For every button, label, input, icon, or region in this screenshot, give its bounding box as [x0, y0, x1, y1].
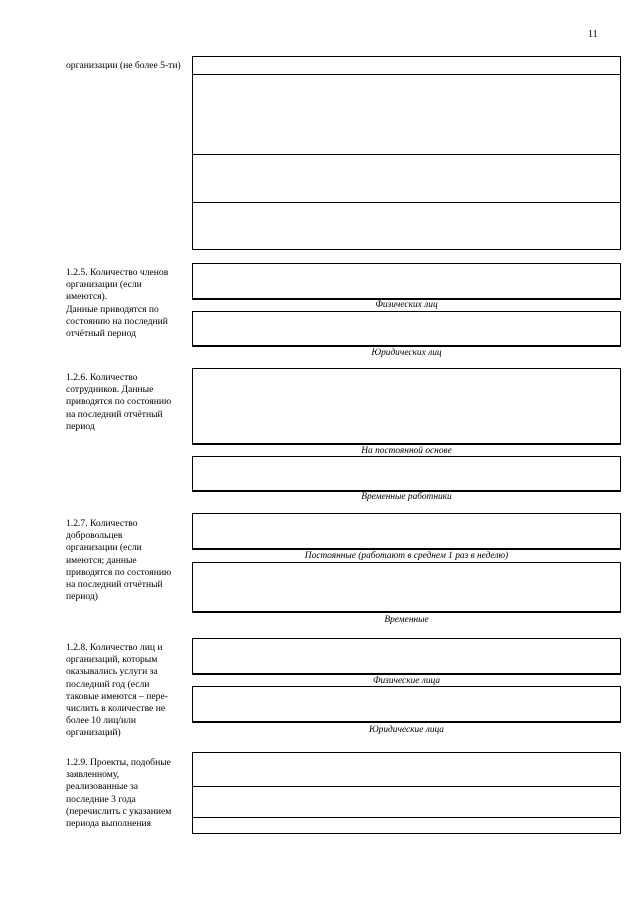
founders-row-divider: [193, 154, 620, 155]
label-line: период): [66, 591, 98, 603]
label-line: добровольцев: [66, 530, 123, 542]
founders-table: [192, 56, 621, 250]
members-label: [66, 267, 192, 340]
employees-permanent-field[interactable]: [192, 368, 621, 444]
founders-label: организации (не более 5-ти): [66, 60, 181, 71]
label-line: период: [66, 420, 95, 432]
label-line: оказывались услуги за: [66, 666, 158, 678]
label-line: числить в количестве не: [66, 703, 166, 715]
caption-rule: [192, 346, 621, 347]
caption-rule: [192, 612, 621, 613]
label-line: организаций, которым: [66, 654, 158, 666]
members-individuals-caption: Физических лиц: [375, 300, 438, 310]
label-line: приводятся по состоянию: [66, 566, 172, 578]
label-line: последний год (если: [66, 678, 150, 690]
beneficiaries-individuals-field[interactable]: [192, 638, 621, 674]
label-line: приводятся по состоянию: [66, 396, 172, 408]
label-line: таковые имеются – пере-: [66, 690, 168, 702]
label-line: более 10 лиц/или: [66, 715, 137, 727]
label-line: организации (если: [66, 542, 142, 554]
projects-row-divider: [193, 817, 620, 818]
label-line: на последний отчётный: [66, 408, 163, 420]
label-line: имеются; данные: [66, 554, 137, 566]
employees-label: [66, 372, 192, 433]
volunteers-label: [66, 518, 192, 603]
employees-temporary-caption: Временные работники: [361, 492, 452, 502]
label-line: организации (если: [66, 279, 142, 291]
caption-rule: [192, 674, 621, 675]
beneficiaries-legal-field[interactable]: [192, 686, 621, 722]
label-line: имеются).: [66, 291, 108, 303]
caption-rule: [192, 722, 621, 723]
label-line: 1.2.8. Количество лиц и: [66, 642, 163, 653]
founders-row-divider: [193, 74, 620, 75]
employees-temporary-field[interactable]: [192, 456, 621, 491]
label-line: организаций): [66, 727, 121, 739]
volunteers-permanent-caption: Постоянные (работают в среднем 1 раз в неделю): [304, 551, 509, 561]
volunteers-temporary-caption: Временные: [384, 615, 429, 625]
label-line: последние 3 года: [66, 793, 136, 805]
members-legal-caption: Юридических лиц: [371, 348, 442, 358]
label-line: 1.2.9. Проекты, подобные: [66, 757, 171, 768]
beneficiaries-individuals-caption: Физические лица: [372, 676, 441, 686]
volunteers-permanent-field[interactable]: [192, 513, 621, 549]
members-legal-field[interactable]: [192, 311, 621, 346]
caption-rule: [192, 549, 621, 550]
label-line: состоянию на последний: [66, 315, 168, 327]
label-line: Данные приводятся по: [66, 303, 159, 315]
label-line: реализованные за: [66, 781, 139, 793]
label-line: сотрудников. Данные: [66, 384, 154, 396]
label-line: на последний отчётный: [66, 579, 163, 591]
projects-table: [192, 752, 621, 834]
projects-label: [66, 757, 192, 830]
label-line: 1.2.6. Количество: [66, 372, 138, 383]
caption-rule: [192, 444, 621, 445]
projects-row-divider: [193, 786, 620, 787]
label-line: (перечислить с указанием: [66, 805, 172, 817]
volunteers-temporary-field[interactable]: [192, 562, 621, 612]
label-line: 1.2.5. Количество членов: [66, 267, 169, 278]
beneficiaries-legal-caption: Юридические лица: [369, 725, 444, 735]
label-line: 1.2.7. Количество: [66, 518, 138, 529]
label-line: отчётный период: [66, 328, 136, 340]
label-line: заявленному,: [66, 769, 120, 781]
founders-row-divider: [193, 202, 620, 203]
beneficiaries-label: [66, 642, 192, 740]
employees-permanent-caption: На постоянной основе: [361, 446, 452, 456]
label-line: периода выполнения: [66, 818, 152, 830]
members-individuals-field[interactable]: [192, 263, 621, 299]
page-number: 11: [588, 29, 598, 40]
